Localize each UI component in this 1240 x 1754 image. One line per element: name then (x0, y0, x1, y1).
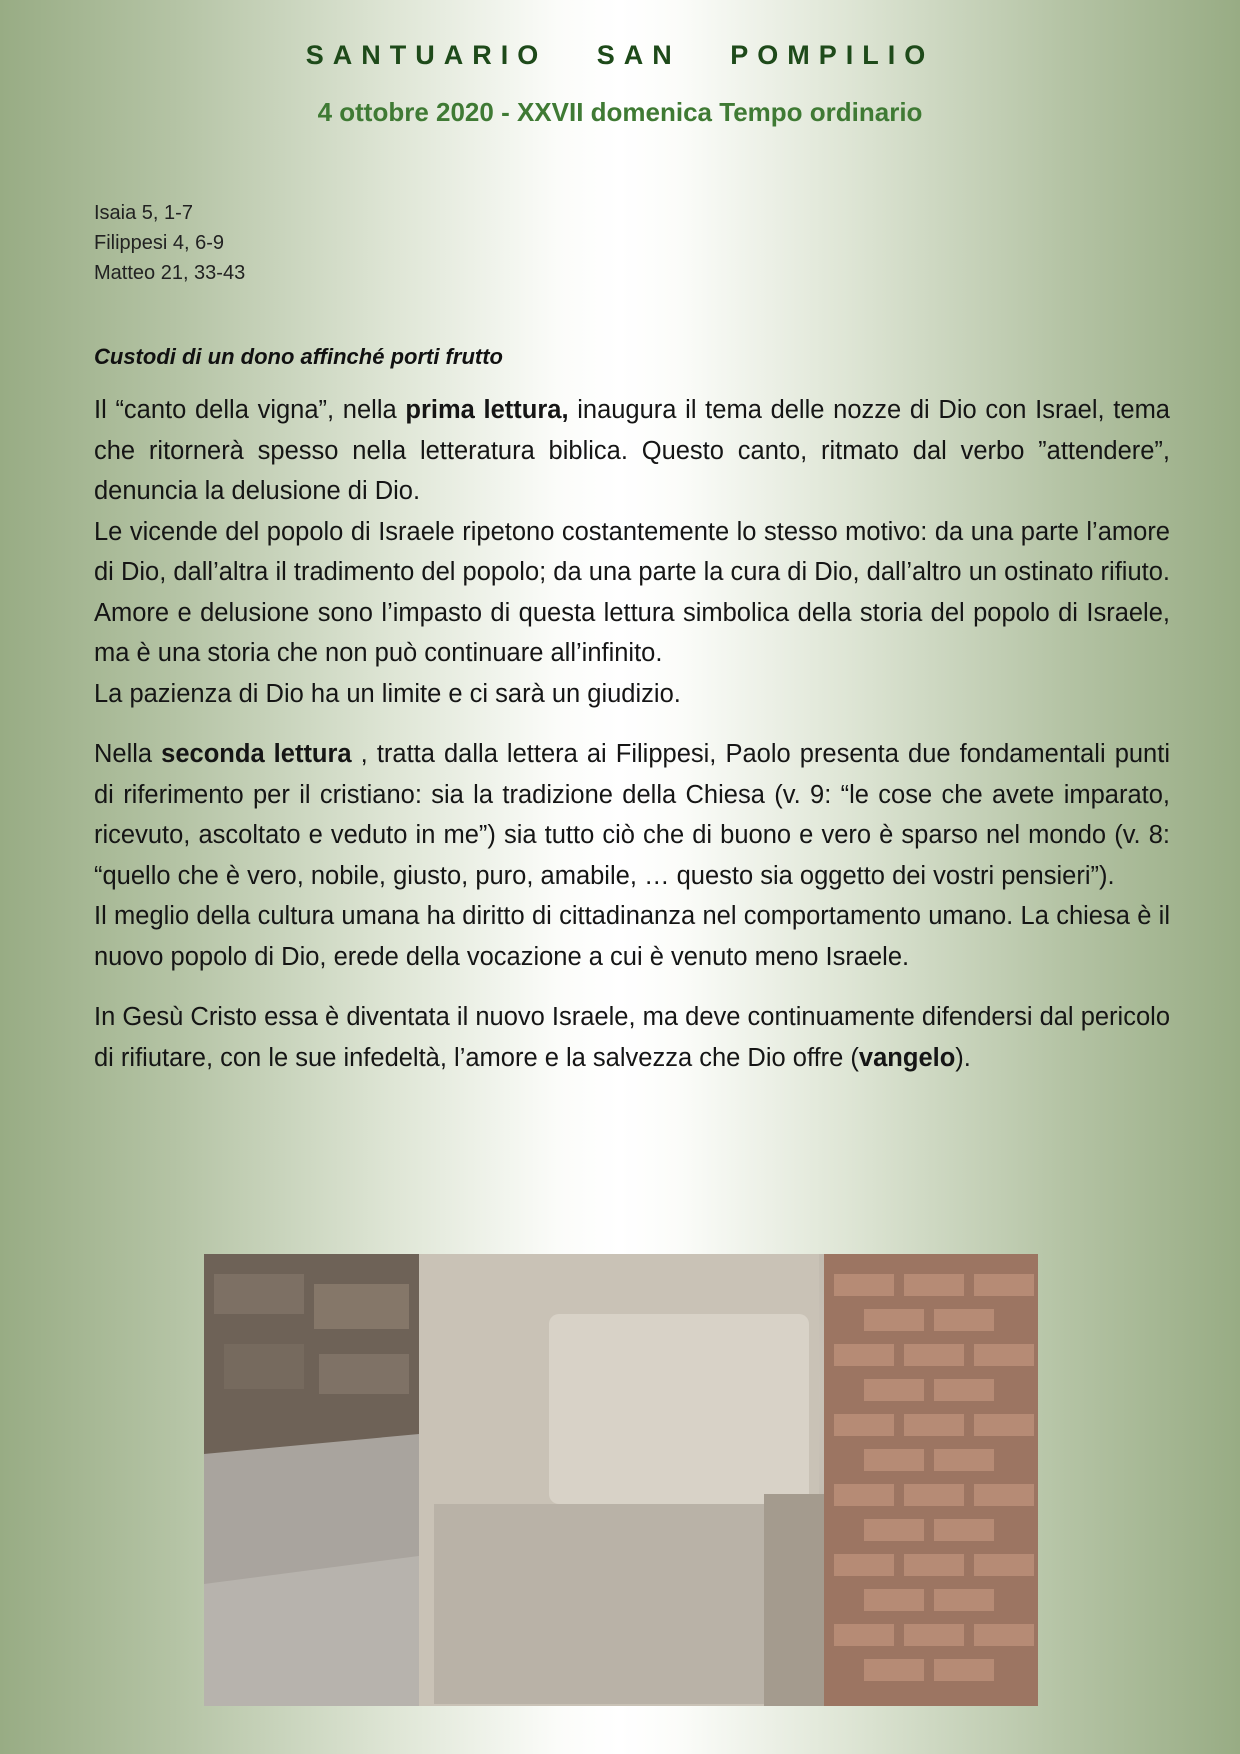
page-subtitle: 4 ottobre 2020 - XXVII domenica Tempo ordinario (317, 97, 923, 127)
bold-text: prima lettura, (405, 396, 569, 424)
reading-ref: Matteo 21, 33-43 (94, 262, 246, 284)
stone-wall-photo (204, 1254, 1038, 1706)
reading-ref: Filippesi 4, 6-9 (94, 232, 225, 254)
page-title: SANTUARIO SAN POMPILIO (305, 40, 935, 70)
text-run: , tratta dalla lettera ai Filippesi, Paolo presenta due fondamentali punti di riferimento per il cristiano: sia la tradizione della Chiesa (v. 9: “le cose che avete imparato, ricevuto, ascoltato e veduto in me”) sia tutto ciò che di buono e vero è sparso nel mondo (v. 8: “quello che è vero, nobile, giusto, puro, amabile, … questo sia oggetto dei vostri pensieri”). (94, 740, 1170, 890)
paragraph: Il meglio della cultura umana ha diritto di cittadinanza nel comportamento umano. La chiesa è il nuovo popolo di Dio, erede della vocazione a cui è venuto meno Israele. (94, 902, 1170, 971)
bold-text: vangelo (858, 1043, 956, 1072)
text-run: inaugura il tema delle nozze di Dio con Israel, tema che ritornerà spesso nella letteratura biblica. Questo canto, ritmato dal verbo ”attendere”, denuncia la delusione di Dio. (94, 396, 1170, 505)
text-run: In Gesù Cristo essa è diventata il nuovo Israele, ma deve continuamente difendersi dal pericolo di rifiutare, con le sue infedeltà, l’amore e la salvezza che Dio offre ( (94, 1003, 1170, 1072)
paragraph (94, 390, 1170, 512)
paragraph (94, 734, 1170, 896)
homily-text (94, 390, 1170, 1078)
bold-text: seconda lettura (161, 740, 352, 768)
paragraph (94, 997, 1170, 1078)
text-run: Nella (94, 740, 162, 768)
section-title: Custodi di un dono affinché porti frutto (94, 344, 503, 369)
readings-list (94, 198, 245, 288)
header (0, 40, 1240, 128)
reading-ref: Isaia 5, 1-7 (94, 202, 193, 224)
paragraph: La pazienza di Dio ha un limite e ci sarà un giudizio. (94, 679, 681, 708)
text-run: Il “canto della vigna”, nella (94, 396, 406, 424)
paragraph: Le vicende del popolo di Israele ripetono costantemente lo stesso motivo: da una parte l’amore di Dio, dall’altra il tradimento del popolo; da una parte la cura di Dio, dall’altro un ostinato rifiuto. Amore e delusione sono l’impasto di questa lettura simbolica della storia del popolo di Israele, ma è una storia che non può continuare all’infinito. (94, 517, 1170, 667)
text-run: ). (955, 1043, 971, 1072)
